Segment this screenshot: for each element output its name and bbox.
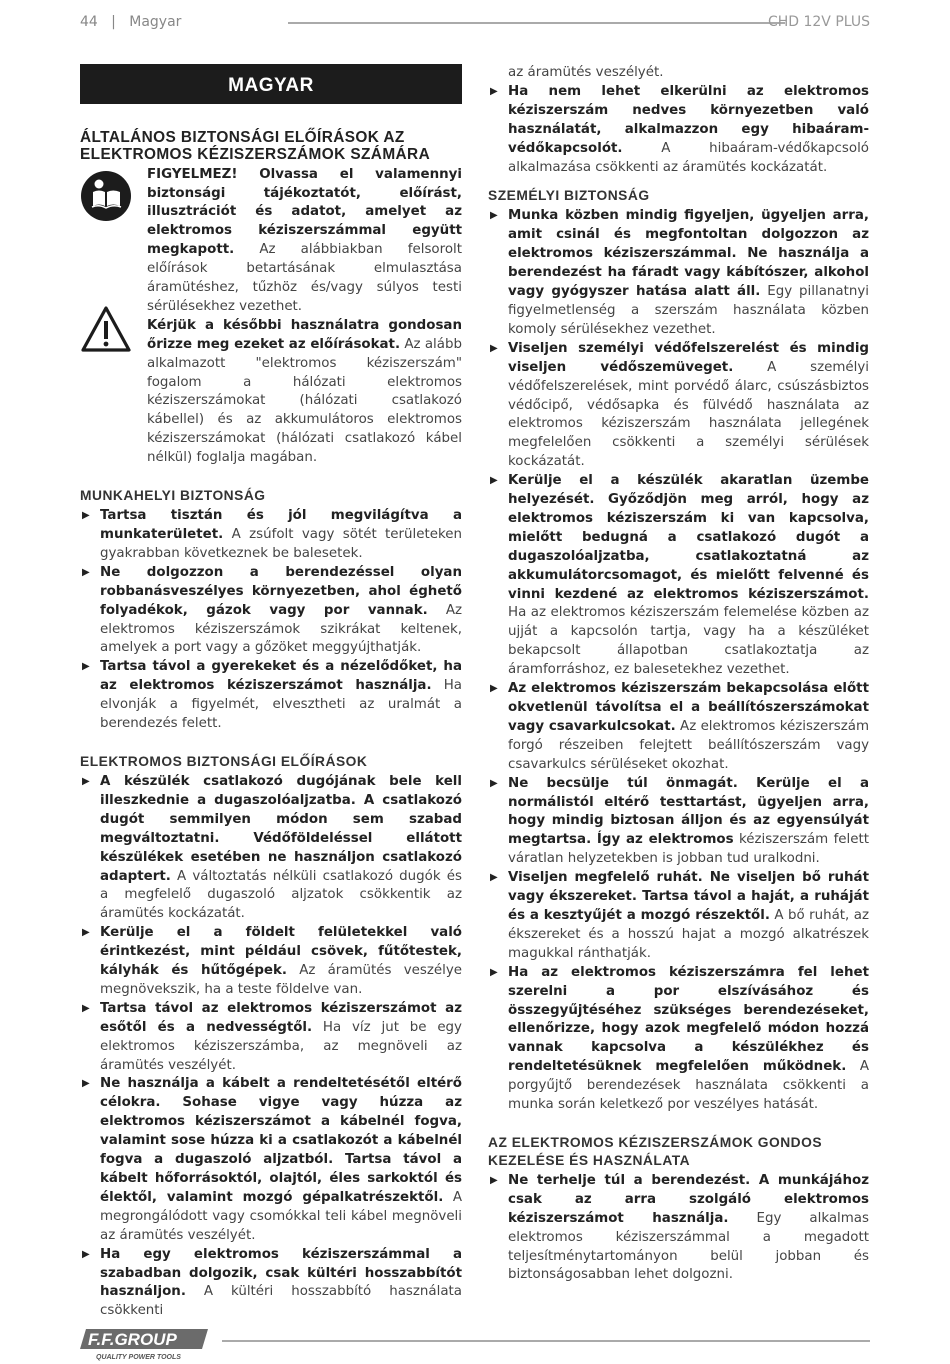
- main-title: ÁLTALÁNOS BIZTONSÁGI ELŐÍRÁSOK AZ ELEKTROMOS KÉZISZERSZÁMOK SZÁMÁRA: [80, 129, 431, 164]
- list-item: [488, 472, 869, 680]
- item-text: A személyi védőfelszerelések, mint porvédő álarc, csúszásbiztos védőcipő, védősapka és fülvédő használata az elektromos kéziszerszám használata jellegének megfelelően csökkenti a személyi sérülések kockázatát.: [508, 359, 869, 470]
- list-item: [80, 1000, 462, 1076]
- item-bold-text: Ha az elektromos kéziszerszámra fel lehet szerelni a por elszívásához és összegyűjtéséhez szükséges berendezéseket, ellenőrizze, hogy azok megfelelő módon hozzá vannak kapcsolva a készülékhez és rendeltetésüknek megfelelően működnek.: [508, 964, 869, 1075]
- item-bold-text: Tartsa távol az elektromos kéziszerszámot az esőtől és a nedvességtől.: [100, 1000, 462, 1035]
- item-bold-text: Viseljen személyi védőfelszerelést és mindig viseljen védőszemüveget.: [508, 340, 869, 375]
- list-item: [488, 680, 869, 775]
- bullet-arrow-icon: ▶: [82, 1078, 90, 1090]
- item-text: Ha víz jut be egy elektromos kéziszerszámba, az megnöveli az áramütés veszélyét.: [100, 1019, 462, 1073]
- right-column: [488, 64, 869, 1285]
- left-sections: [80, 487, 462, 1321]
- left-column: [80, 64, 462, 1321]
- item-text: Egy alkalmas elektromos kéziszerszámmal a megadott teljesítménytartományon belül jobban és biztonságosabban lehet dolgozni.: [508, 1210, 869, 1283]
- section-list: [488, 1172, 869, 1285]
- bullet-arrow-icon: ▶: [82, 1002, 90, 1014]
- item-text: A zsúfolt vagy sötét területeken gyakrabban következnek be balesetek.: [100, 527, 462, 561]
- bullet-arrow-icon: ▶: [82, 566, 90, 578]
- section-heading: AZ ELEKTROMOS KÉZISZERSZÁMOK GONDOS KEZELÉSE ÉS HASZNÁLATA: [488, 1134, 823, 1168]
- right-sections: [488, 187, 869, 1285]
- list-item: [80, 1075, 462, 1245]
- list-item: [80, 564, 462, 659]
- intro-warning-bold: FIGYELMEZ! Olvassa el valamennyi biztonsági tájékoztatót, előírást, illusztrációt és adatot, amelyet az elektromos kéziszerszámmal együtt megkapott.: [147, 166, 462, 258]
- list-item: [80, 507, 462, 564]
- item-text: A kültéri hosszabbító használata csökkenti: [100, 1284, 462, 1319]
- page-number-language: [80, 14, 181, 30]
- footer-rule: [222, 1340, 870, 1342]
- item-text: A változtatás nélküli csatlakozó dugók és a megfelelő dugaszoló aljzatok csökkentik az áramütés kockázatát.: [100, 868, 462, 922]
- bullet-arrow-icon: ▶: [82, 775, 90, 787]
- continued-text: az áramütés veszélyét.: [508, 65, 664, 80]
- item-bold-text: Ne dolgozzon a berendezéssel olyan robbanásveszélyes környezetben, ahol éghető folyadékok, gázok vagy por vannak.: [100, 564, 462, 618]
- intro-warning-text: Az alábbiakban felsorolt előírások betartásának elmulasztása áramütéshez, tűzhöz és/vagy súlyos testi sérülésekhez vezethet.: [147, 242, 462, 314]
- section-list: [80, 773, 462, 1321]
- list-item: [488, 964, 869, 1115]
- item-bold-text: Az elektromos kéziszerszám bekapcsolása előtt okvetlenül távolítsa el a beállítószerszámokat vagy csavarkulcsokat.: [508, 681, 869, 734]
- item-text: Az elektromos kéziszerszámok szikrákat keltenek, amelyek a port vagy a gőzöket meggyújthatják.: [100, 602, 463, 656]
- item-bold-text: Ha nem lehet elkerülni az elektromos kéziszerszám nedves környezetben való használatát, alkalmazzon egy hibaáram-védőkapcsolót.: [508, 83, 869, 156]
- item-text: kéziszerszám felett váratlan helyzetekben is jobban tud uralkodni.: [508, 832, 869, 867]
- list-item: [80, 924, 462, 1000]
- item-bold-text: Ne becsülje túl önmagát. Kerülje el a normálistól eltérő testtartást, ügyeljen arra, hogy mindig biztosan álljon és az egyensúlyát megtartsa. Így az elektromos: [508, 775, 869, 848]
- intro-keep-text: Az alább alkalmazott "elektromos kéziszerszám" fogalom a hálózati elektromos kéziszerszámokat (hálózati csatlakozó kábellel) és az akkumulátoros elektromos kéziszerszámokat (hálózati csatlakozó kábel nélkül) foglalja magában.: [147, 336, 462, 466]
- section-list: [80, 507, 462, 734]
- item-text: Az elektromos kéziszerszám forgó részeiben felejtett beállítószerszám vagy csavarkulcs sérüléseket okozhat.: [508, 718, 869, 772]
- list-item: [488, 775, 869, 870]
- bullet-arrow-icon: ▶: [82, 510, 90, 522]
- section-heading: SZEMÉLYI BIZTONSÁG: [488, 188, 650, 204]
- bullet-arrow-icon: ▶: [82, 661, 90, 673]
- bullet-arrow-icon: ▶: [490, 210, 498, 222]
- intro-keep-bold: Kérjük a későbbi használatra gondosan őrizze meg ezeket az előírásokat.: [147, 317, 462, 352]
- list-item: [488, 340, 869, 472]
- bullet-arrow-icon: ▶: [82, 927, 90, 939]
- right-first-list: [488, 83, 869, 178]
- item-bold-text: Tartsa tisztán és jól megvilágítva a munkaterületet.: [100, 508, 462, 542]
- item-text: Egy pillanatnyi figyelmetlenség a szerszám használata közben komoly sérülésekhez vezethet.: [508, 284, 869, 337]
- item-bold-text: Munka közben mindig figyeljen, ügyeljen arra, amit csinál és megfontoltan dolgozzon az elektromos kéziszerszámmal. Ne használja a berendezést ha fáradt vagy kábítószer, alkohol vagy gyógyszer hatása alatt áll.: [508, 208, 869, 300]
- bullet-arrow-icon: ▶: [82, 1248, 90, 1260]
- language-banner: MAGYAR: [80, 64, 462, 104]
- item-text: Az áramütés veszélye megnövekszik, ha a teste földelve van.: [100, 963, 462, 997]
- header-rule: [288, 22, 785, 24]
- item-bold-text: Kerülje el a készülék akaratlan üzembe helyezését. Győződjön meg arról, hogy az elektromos kéziszerszám ki van kapcsolva, mielőtt bedugná a csatlakozó dugót a dugaszolóaljzatba, csatlakoztatná az akkumulátorcsomagot, és mielőtt felvenné és vinni kezdené az elektromos kéziszerszámot.: [508, 473, 869, 602]
- item-bold-text: Ne terhelje túl a berendezést. A munkájához csak az arra szolgáló elektromos kéziszerszámot használja.: [508, 1172, 869, 1226]
- list-item: [80, 773, 462, 924]
- item-bold-text: A készülék csatlakozó dugójának bele kell illeszkednie a dugaszolóaljzatba. A csatlakozó dugót semmilyen módon sem szabad megváltoztatni. Védőföldeléssel ellátott készülékek esetében ne használjon csatlakozó adaptert.: [100, 773, 462, 884]
- bullet-arrow-icon: ▶: [490, 683, 498, 695]
- list-item: [80, 658, 462, 734]
- item-text: A hibaáram-védőkapcsoló alkalmazása csökkenti az áramütés kockázatát.: [508, 140, 869, 175]
- bullet-arrow-icon: ▶: [490, 1174, 498, 1186]
- item-text: A megrongálódott vagy csomókkal teli kábel megnöveli az áramütés veszélyét.: [100, 1189, 462, 1243]
- page-header: [80, 14, 870, 34]
- section-heading: MUNKAHELYI BIZTONSÁG: [80, 488, 266, 504]
- list-item: [488, 83, 869, 178]
- warning-triangle-icon: [80, 304, 132, 356]
- item-text: A bő ruhát, az ékszereket és a hosszú hajat a mozgó alkatrészek magukkal ránthatják.: [508, 907, 869, 961]
- item-bold-text: Kerülje el a földelt felületekkel való érintkezést, mint például csövek, fűtőtestek, kályhák és hűtőgépek.: [100, 925, 462, 979]
- bullet-arrow-icon: ▶: [490, 777, 498, 789]
- logo-tagline: QUALITY POWER TOOLS: [96, 1354, 181, 1361]
- list-item: [488, 1172, 869, 1285]
- list-item: [80, 1246, 462, 1322]
- item-bold-text: Viseljen megfelelő ruhát. Ne viseljen bő ruhát vagy ékszereket. Tartsa távol a haját, a ruháját és a kesztyűjét a mozgó részektől.: [508, 870, 869, 923]
- bullet-arrow-icon: ▶: [490, 342, 498, 354]
- intro-keep-paragraph: [147, 317, 462, 468]
- section-list: [488, 207, 869, 1115]
- item-text: Ha az elektromos kéziszerszám felemelése közben az ujját a kapcsolón tartja, vagy ha a készüléket bekapcsolt állapotban csatlakoztatja az áramforráshoz, ez balesetekhez vezethet.: [508, 605, 869, 678]
- item-text: Ha elvonják a figyelmét, elvesztheti az uralmát a berendezés felett.: [100, 678, 462, 732]
- item-bold-text: Tartsa távol a gyerekeket és a nézelődőket, ha az elektromos kéziszerszámot használja.: [100, 659, 462, 694]
- bullet-arrow-icon: ▶: [490, 85, 498, 97]
- logo-text: F.F.GROUP: [88, 1330, 177, 1349]
- item-bold-text: Ha egy elektromos kéziszerszámmal a szabadban dolgozik, csak kültéri hosszabbítót használjon.: [100, 1246, 462, 1300]
- item-bold-text: Ne használja a kábelt a rendeltetésétől eltérő célokra. Sohase vigye vagy húzza az elektromos kéziszerszámot a kábelnél fogva, valamint sose húzza ki a csatlakozót a kábelnél fogva a dugaszoló aljzatból. Tartsa távol a kábelt hőforrásoktól, olajtól, éles sarkoktól és élektől, valamint mozgó gépalkatrészektől.: [100, 1076, 462, 1205]
- bullet-arrow-icon: ▶: [490, 872, 498, 884]
- bullet-arrow-icon: ▶: [490, 475, 498, 487]
- read-manual-icon: [80, 170, 132, 222]
- intro-warning-paragraph: [147, 166, 462, 317]
- list-item: [488, 207, 869, 339]
- header-product: CHD 12V PLUS: [767, 14, 870, 30]
- header-separator: |: [102, 14, 125, 30]
- list-item: [488, 869, 869, 964]
- header-language: Magyar: [129, 14, 182, 30]
- section-heading: ELEKTROMOS BIZTONSÁGI ELŐÍRÁSOK: [80, 753, 368, 769]
- item-text: A porgyűjtő berendezések használata csökkenti a munka során keletkező por veszélyes hatását.: [508, 1059, 869, 1113]
- bullet-arrow-icon: ▶: [490, 966, 498, 978]
- ff-group-logo: [80, 1327, 210, 1361]
- page-number: 44: [80, 14, 98, 30]
- intro-block: [80, 166, 462, 469]
